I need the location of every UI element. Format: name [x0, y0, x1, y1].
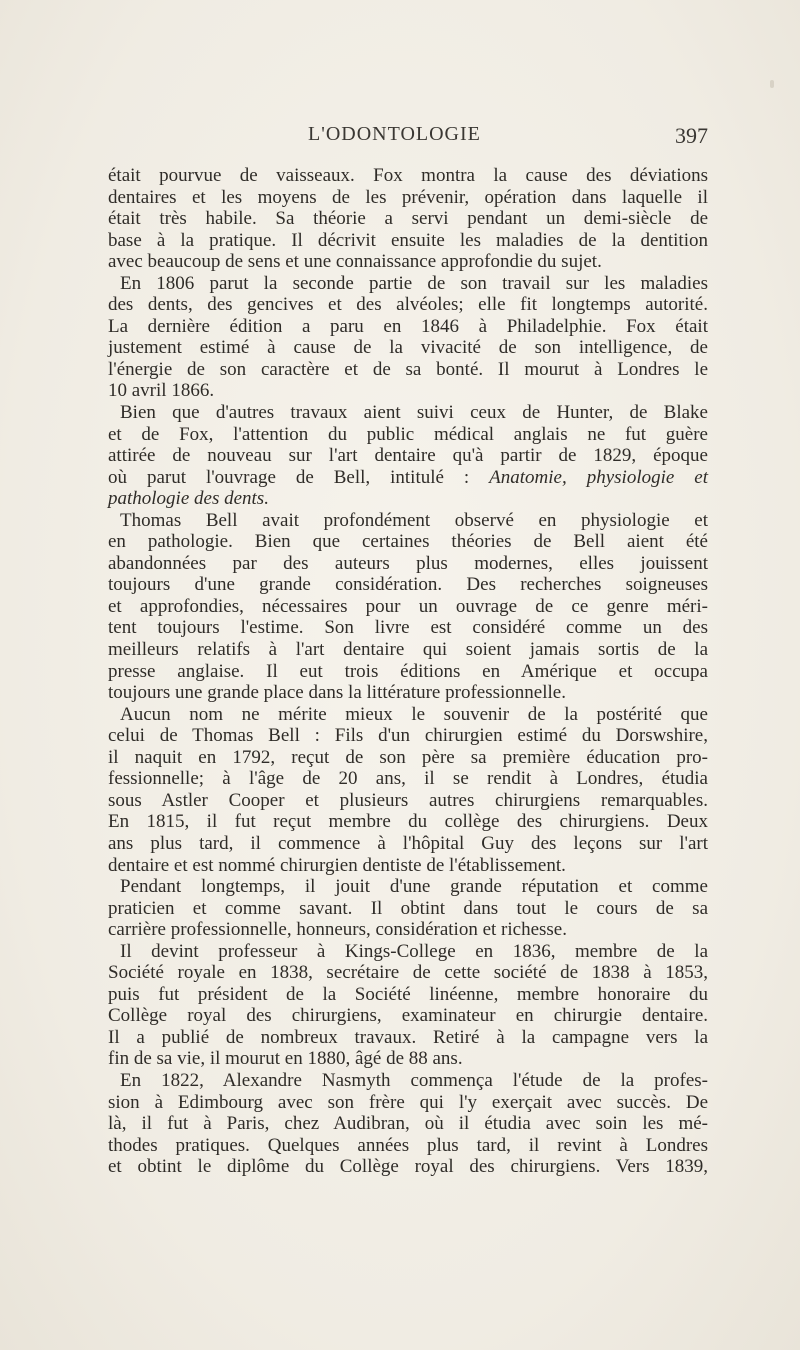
text-line: Aucun nom ne mérite mieux le souvenir de la postérité que [120, 703, 708, 725]
text-line: praticien et comme savant. Il obtint dans tout le cours de sa [108, 897, 708, 919]
text-line: En 1815, il fut reçut membre du collège des chirurgiens. Deux [108, 811, 708, 833]
text-line: des dents, des gencives et des alvéoles; elle fit longtemps autorité. [108, 294, 708, 316]
text-line: ans plus tard, il commence à l'hôpital Guy des leçons sur l'art [108, 832, 708, 854]
text-line [108, 467, 708, 489]
text-line: justement estimé à cause de la vivacité de son intelligence, de [108, 337, 708, 359]
text-line: dentaire et est nommé chirurgien dentiste de l'établissement. [108, 854, 566, 876]
text-line: et approfondies, nécessaires pour un ouvrage de ce genre méri- [108, 595, 708, 617]
text-line: avec beaucoup de sens et une connaissance approfondie du sujet. [108, 251, 602, 273]
text-line: puis fut président de la Société linéenne, membre honoraire du [108, 983, 708, 1005]
text-line: La dernière édition a paru en 1846 à Philadelphie. Fox était [108, 315, 708, 337]
text-line: et de Fox, l'attention du public médical anglais ne fut guère [108, 423, 708, 445]
text-line: En 1806 parut la seconde partie de son travail sur les maladies [120, 272, 708, 294]
text-line: attirée de nouveau sur l'art dentaire qu'à partir de 1829, époque [108, 445, 708, 467]
text-line: Pendant longtemps, il jouit d'une grande réputation et comme [120, 876, 708, 898]
text-line: tent toujours l'estime. Son livre est considéré comme un des [108, 617, 708, 639]
text-line: et obtint le diplôme du Collège royal des chirurgiens. Vers 1839, [108, 1156, 708, 1178]
text-line: abandonnées par des auteurs plus modernes, elles jouissent [108, 552, 708, 574]
text-line: fessionnelle; à l'âge de 20 ans, il se rendit à Londres, étudia [108, 768, 708, 790]
text-line: toujours d'une grande considération. Des recherches soigneuses [108, 574, 708, 596]
text-line: 10 avril 1866. [108, 380, 215, 402]
text-line: base à la pratique. Il décrivit ensuite les maladies de la dentition [108, 229, 708, 251]
text-line: celui de Thomas Bell : Fils d'un chirurgien estimé du Dorswshire, [108, 725, 708, 747]
text-line: sion à Edimbourg avec son frère qui l'y exerçait avec succès. De [108, 1091, 708, 1113]
text-line: carrière professionnelle, honneurs, considération et richesse. [108, 919, 567, 941]
text-line: meilleurs relatifs à l'art dentaire qui soient jamais sortis de la [108, 639, 708, 661]
text-line: était pourvue de vaisseaux. Fox montra la cause des déviations [108, 165, 708, 186]
text-line: fin de sa vie, il mourut en 1880, âgé de 88 ans. [108, 1048, 463, 1070]
text-line: Société royale en 1838, secrétaire de cette société de 1838 à 1853, [108, 962, 708, 984]
text-line: En 1822, Alexandre Nasmyth commença l'étude de la profes- [120, 1069, 708, 1091]
text-line: il naquit en 1792, reçut de son père sa première éducation pro- [108, 746, 708, 768]
paper-mark [770, 80, 774, 88]
running-title: L'ODONTOLOGIE [308, 123, 481, 145]
text-line: thodes pratiques. Quelques années plus tard, il revint à Londres [108, 1134, 708, 1156]
text-line: était très habile. Sa théorie a servi pendant un demi-siècle de [108, 208, 708, 230]
text-line: pathologie des dents. [108, 488, 269, 510]
text-line: Il a publié de nombreux travaux. Retiré à la campagne vers la [108, 1026, 708, 1048]
text-line-start: où parut l'ouvrage de Bell, intitulé : [108, 466, 470, 488]
text-line: sous Astler Cooper et plusieurs autres chirurgiens remarquables. [108, 789, 708, 811]
book-title-italic: Anatomie, physiologie et [489, 466, 708, 488]
page-number: 397 [675, 123, 708, 148]
page-header [108, 123, 708, 157]
text-line: presse anglaise. Il eut trois éditions en Amérique et occupa [108, 660, 708, 682]
text-line: en pathologie. Bien que certaines théories de Bell aient été [108, 531, 708, 553]
text-line: Collège royal des chirurgiens, examinateur en chirurgie dentaire. [108, 1005, 708, 1027]
text-line: Bien que d'autres travaux aient suivi ceux de Hunter, de Blake [120, 402, 708, 424]
body-text [108, 165, 708, 1178]
text-line: dentaires et les moyens de les prévenir, opération dans laquelle il [108, 186, 708, 208]
text-line: toujours une grande place dans la littérature professionnelle. [108, 682, 566, 704]
text-line: l'énergie de son caractère et de sa bonté. Il mourut à Londres le [108, 358, 708, 380]
text-line: Thomas Bell avait profondément observé en physiologie et [120, 509, 708, 531]
text-line: là, il fut à Paris, chez Audibran, où il étudia avec soin les mé- [108, 1113, 708, 1135]
text-line: Il devint professeur à Kings-College en 1836, membre de la [120, 940, 708, 962]
